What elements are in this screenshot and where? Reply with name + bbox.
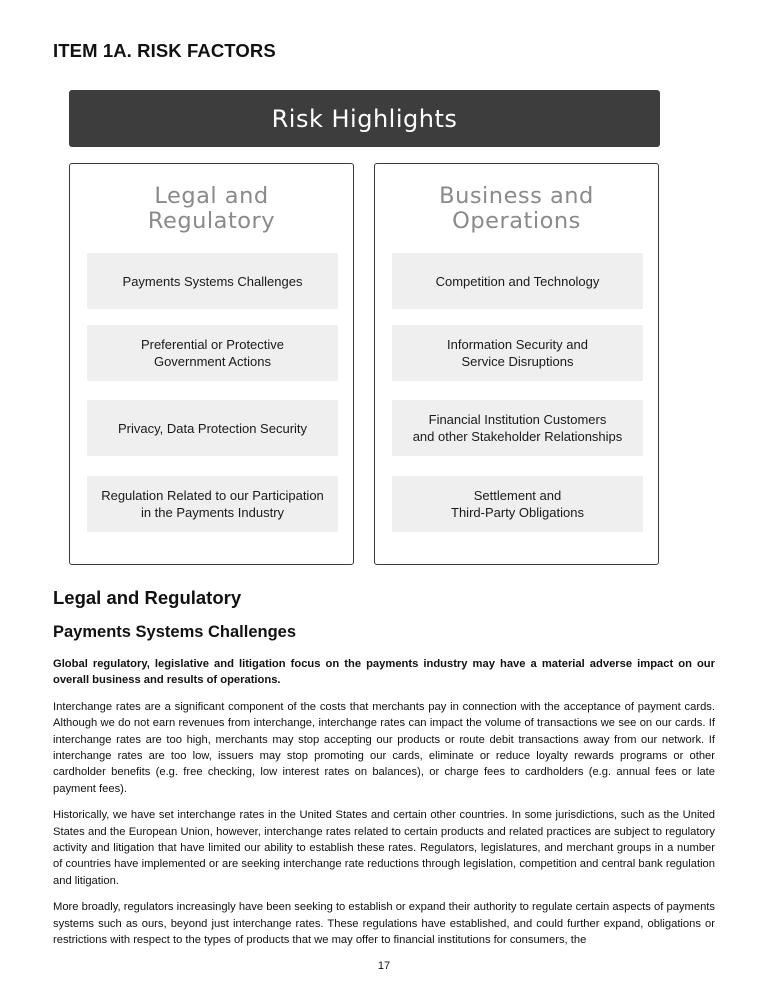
risk-item: Privacy, Data Protection Security bbox=[87, 400, 338, 456]
risk-item: Regulation Related to our Participation in the Payments Industry bbox=[87, 476, 338, 532]
legal-regulatory-panel bbox=[69, 163, 354, 565]
risk-highlights-banner: Risk Highlights bbox=[69, 90, 660, 147]
risk-item: Preferential or Protective Government Actions bbox=[87, 325, 338, 381]
business-operations-panel bbox=[374, 163, 659, 565]
paragraph: More broadly, regulators increasingly have been seeking to establish or expand their authority to regulate certain aspects of payments systems such as ours, beyond just interchange rates. These regulations have established, and could further expand, obligations or restrictions with respect to the types of products that we may offer to financial institutions for consumers, the bbox=[53, 901, 715, 947]
paragraph: Interchange rates are a significant component of the costs that merchants pay in connection with the acceptance of payment cards. Although we do not earn revenues from interchange, interchange rates can impact the volume of transactions we see on our cards. If interchange rates are too high, merchants may stop accepting our products or route debit transactions away from our network. If interchange rates are too low, issuers may stop promoting our cards, eliminate or reduce loyalty rewards programs or other cardholder benefits (e.g. free checking, low interest rates on balances), or charge fees to cardholders (e.g. annual fees or late payment fees). bbox=[53, 700, 715, 795]
risk-item: Information Security and Service Disruptions bbox=[392, 325, 643, 381]
risk-item: Payments Systems Challenges bbox=[87, 253, 338, 309]
paragraph: Historically, we have set interchange rates in the United States and certain other countries. In some jurisdictions, such as the United States and the European Union, however, interchange rates related to certain products and related practices are subject to regulatory activity and litigation that have limited our ability to establish these rates. Regulators, legislatures, and merchant groups in a number of countries have implemented or are seeking interchange rate reductions through legislation, competition and central bank regulation and litigation. bbox=[53, 809, 715, 887]
body-text bbox=[53, 656, 715, 959]
panel-heading: Legal and Regulatory bbox=[147, 183, 276, 234]
sub-heading: Payments Systems Challenges bbox=[53, 623, 297, 641]
item-title: ITEM 1A. RISK FACTORS bbox=[53, 40, 276, 61]
risk-item: Financial Institution Customers and other Stakeholder Relationships bbox=[392, 400, 643, 456]
panel-heading: Business and Operations bbox=[439, 183, 594, 234]
section-heading: Legal and Regulatory bbox=[53, 587, 242, 608]
risk-item: Competition and Technology bbox=[392, 253, 643, 309]
risk-item: Settlement and Third-Party Obligations bbox=[392, 476, 643, 532]
page-number: 17 bbox=[377, 960, 391, 972]
lead-paragraph: Global regulatory, legislative and litigation focus on the payments industry may have a material adverse impact on our overall business and results of operations. bbox=[53, 658, 715, 687]
